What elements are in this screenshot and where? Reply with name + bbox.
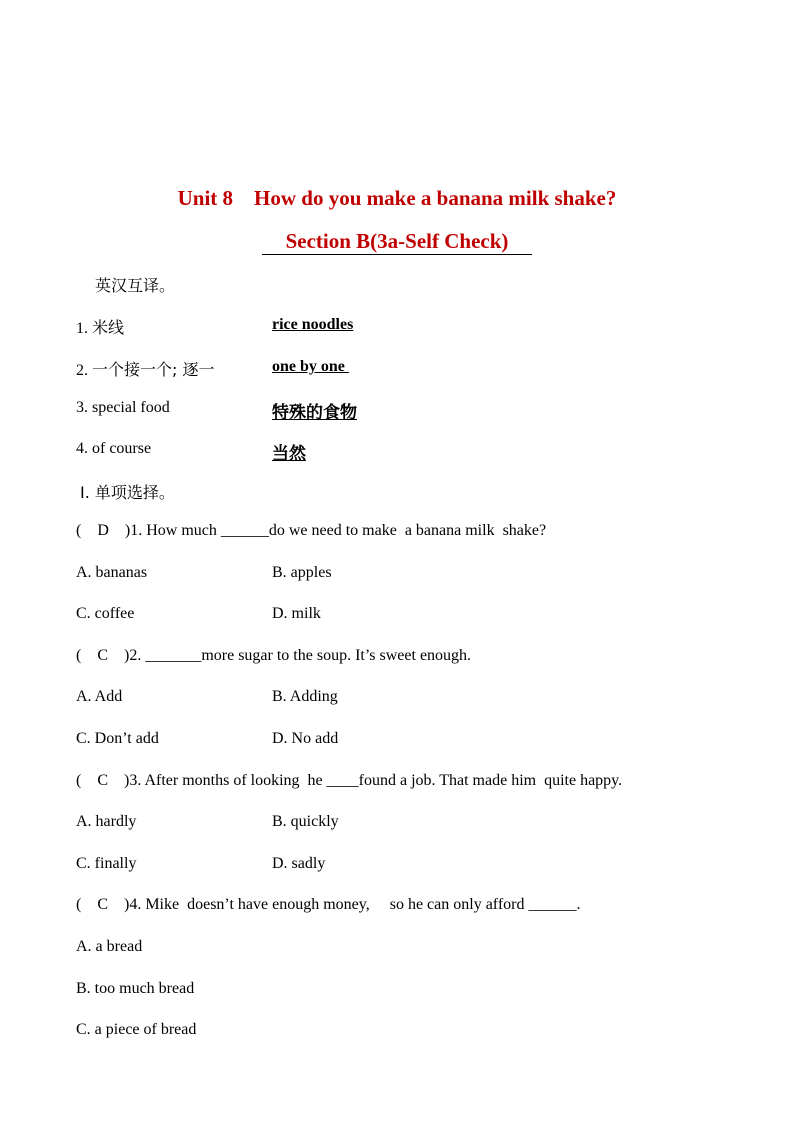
- vocab-prompt: special food: [92, 399, 170, 416]
- vocab-item-4: [76, 440, 151, 458]
- vocab-answer-1: rice noodles: [272, 316, 354, 333]
- question-3-stem: ( C )3. After months of looking he ____found a job. That made him quite happy.: [76, 772, 623, 789]
- question-4-option-a: A. a bread: [76, 938, 143, 955]
- question-3-option-c: C. finally: [76, 855, 137, 872]
- vocab-item-2: [76, 357, 214, 380]
- vocab-prompt: of course: [92, 440, 152, 457]
- section-heading: Ⅰ. 单项选择。: [80, 483, 175, 502]
- question-2-stem: ( C )2. _______more sugar to the soup. It’s sweet enough.: [76, 647, 472, 664]
- vocab-prompt: 一个接一个; 逐一: [92, 360, 215, 379]
- question-1-option-d: D. milk: [272, 605, 321, 622]
- vocab-answer-2: one by one: [272, 358, 349, 375]
- page-title: Unit 8 How do you make a banana milk shake?: [177, 186, 617, 210]
- question-2-option-c: C. Don’t add: [76, 730, 159, 747]
- question-2-option-d: D. No add: [272, 730, 339, 747]
- subtitle-text: Section B(3a-Self Check): [262, 229, 533, 255]
- vocab-instruction: 英汉互译。: [95, 276, 176, 295]
- vocab-num: 2.: [76, 362, 88, 379]
- question-1-option-c: C. coffee: [76, 605, 135, 622]
- vocab-item-3: [76, 399, 170, 417]
- vocab-answer-3: 特殊的食物: [272, 403, 357, 423]
- question-4-stem: ( C )4. Mike doesn’t have enough money, so he can only afford ______.: [76, 896, 581, 913]
- vocab-item-1: [76, 315, 124, 338]
- vocab-answer-4: 当然: [272, 444, 306, 464]
- vocab-num: 3.: [76, 399, 88, 416]
- question-2-option-b: B. Adding: [272, 688, 338, 705]
- question-1-option-a: A. bananas: [76, 564, 148, 581]
- question-4-option-b: B. too much bread: [76, 980, 195, 997]
- page-subtitle: [0, 229, 794, 255]
- question-3-option-b: B. quickly: [272, 813, 339, 830]
- question-1-stem: ( D )1. How much ______do we need to make a banana milk shake?: [76, 522, 547, 539]
- question-4-option-c: C. a piece of bread: [76, 1021, 197, 1038]
- question-3-option-a: A. hardly: [76, 813, 137, 830]
- question-1-option-b: B. apples: [272, 564, 332, 581]
- question-2-option-a: A. Add: [76, 688, 123, 705]
- question-3-option-d: D. sadly: [272, 855, 326, 872]
- vocab-prompt: 米线: [92, 318, 125, 337]
- vocab-num: 4.: [76, 440, 88, 457]
- vocab-num: 1.: [76, 320, 88, 337]
